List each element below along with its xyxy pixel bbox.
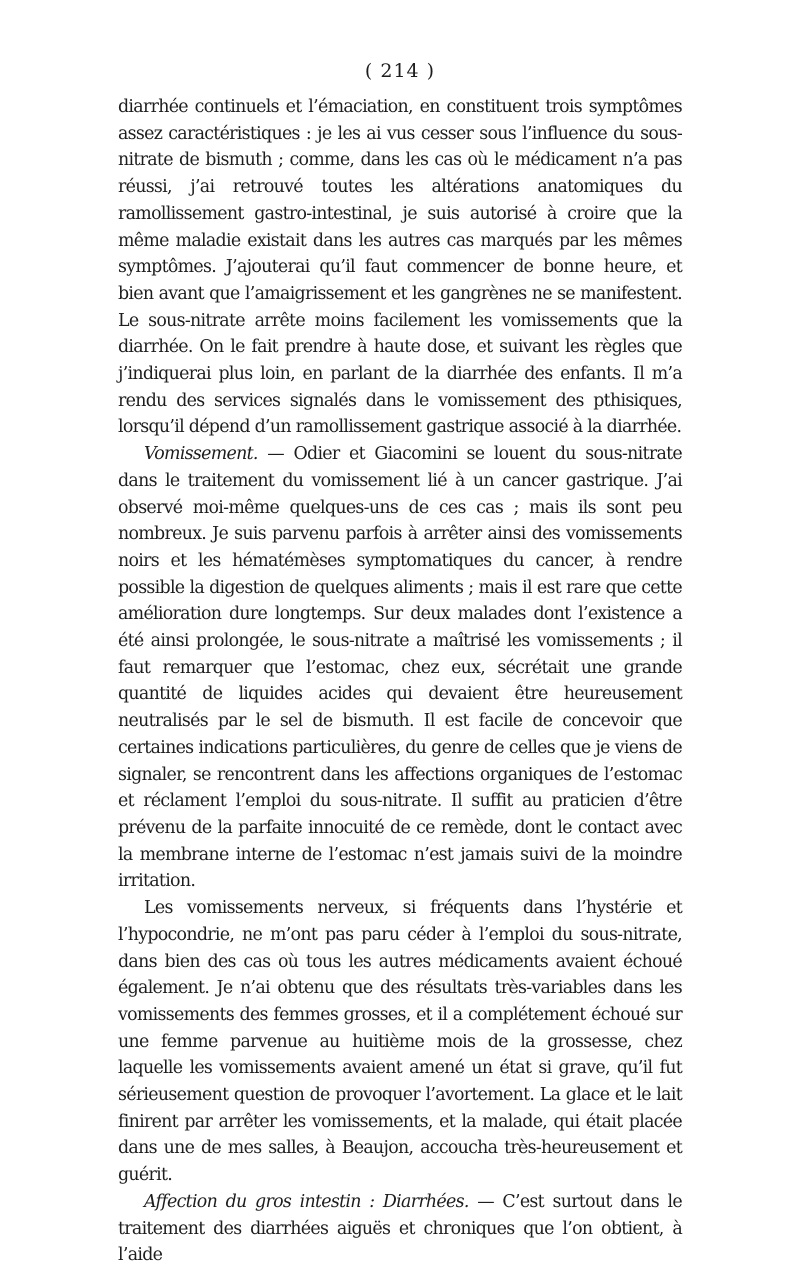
paragraph-diarrhees-text: C’est surtout dans le traitement des diarrhées aiguës et chroniques que l’on obtient, à l’aide — [118, 1191, 682, 1266]
paragraph-vomissement-text: Odier et Giacomini se louent du sous-nitrate dans le traitement du vomissement lié à un cancer gastrique. J’ai observé moi-même quelques-uns de ces cas ; mais ils sont peu nombreux. Je suis parvenu parfois à arrêter ainsi des vomissements noirs et les hématémèses symptomatiques du cancer, à rendre possible la digestion de quelques aliments ; mais il est rare que cette amélioration dure longtemps. Sur deux malades dont l’existence a été ainsi prolongée, le sous-nitrate a maîtrisé les vomissements ; il faut remarquer que l’estomac, chez eux, sécrétait une grande quantité de liquides acides qui devaient être heureusement neutralisés par le sel de bismuth. Il est facile de concevoir que certaines indications particulières, du genre de celles que je viens de signaler, se rencontrent dans les affections organiques de l’estomac et réclament l’emploi du sous-nitrate. Il suffit au praticien d’être prévenu de la parfaite innocuité de ce remède, dont le contact avec la membrane interne de l’estomac n’est jamais suivi de la moindre irritation. — [118, 444, 682, 892]
paragraph-vomissements-nerveux — [118, 895, 682, 1189]
section-heading-diarrhees: Affection du gros intestin : Diarrhées. — [144, 1191, 469, 1212]
paragraph-diarrhees — [118, 1189, 682, 1269]
paragraph-vomissements-nerveux-text: Les vomissements nerveux, si fréquents dans l’hystérie et l’hypocondrie, ne m’ont pas paru céder à l’emploi du sous-nitrate, dans bien des cas où tous les autres médicaments avaient échoué également. Je n’ai obtenu que des résultats très-variables dans les vomissements des femmes grosses, et il a complétement échoué sur une femme parvenue au huitième mois de la grossesse, chez laquelle les vomissements avaient amené un état si grave, qu’il fut sérieusement question de provoquer l’avortement. La glace et le lait finirent par arrêter les vomissements, et la malade, qui était placée dans une de mes salles, à Beaujon, accoucha très-heureusement et guérit. — [118, 898, 682, 1186]
heading-dash: — — [257, 444, 294, 465]
book-page — [118, 58, 682, 1269]
paragraph-vomissement — [118, 441, 682, 895]
page-number: ( 214 ) — [364, 60, 436, 82]
paragraph-1 — [118, 94, 682, 441]
section-heading-vomissement: Vomissement. — [144, 444, 258, 465]
paragraph-1-text: diarrhée continuels et l’émaciation, en constituent trois symptômes assez caractéristiques : je les ai vus cesser sous l’influence du sous-nitrate de bismuth ; comme, dans les cas où le médicament n’a pas réussi, j’ai retrouvé toutes les altérations anatomiques du ramollissement gastro-intestinal, je suis autorisé à croire que la même maladie existait dans les autres cas marqués par les mêmes symptômes. J’ajouterai qu’il faut commencer de bonne heure, et bien avant que l’amaigrissement et les gangrènes ne se manifestent. Le sous-nitrate arrête moins facilement les vomissements que la diarrhée. On le fait prendre à haute dose, et suivant les règles que j’indiquerai plus loin, en parlant de la diarrhée des enfants. Il m’a rendu des services signalés dans le vomissement des pthisiques, lorsqu’il dépend d’un ramollissement gastrique associé à la diarrhée. — [118, 97, 682, 438]
heading-dash: — — [468, 1191, 503, 1212]
